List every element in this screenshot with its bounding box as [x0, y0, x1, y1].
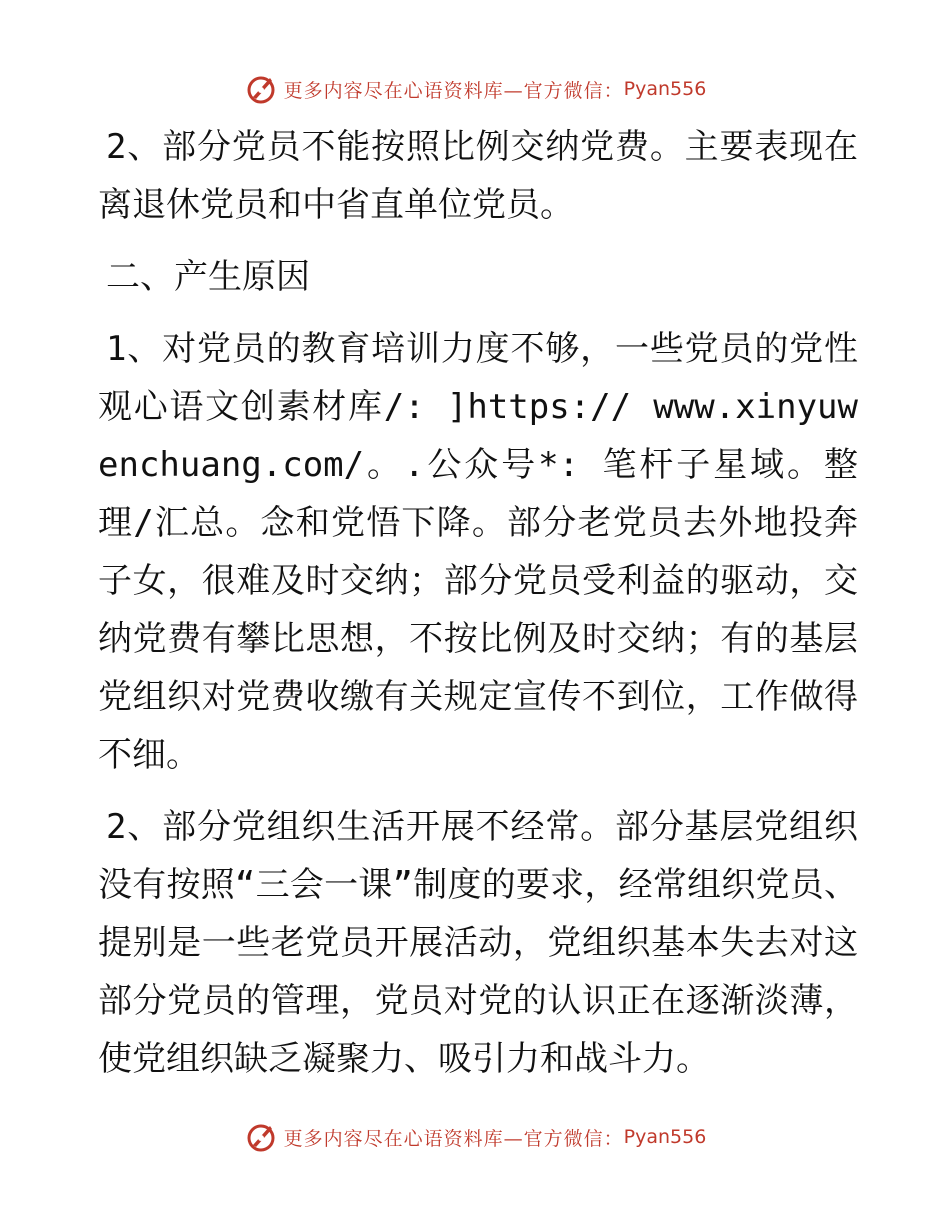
- section-heading: 二、产生原因: [106, 257, 310, 297]
- header-watermark: [0, 72, 950, 106]
- document-body: [98, 118, 858, 1102]
- paragraph-2: 1、对党员的教育培训力度不够，一些党员的党性观心语文创素材库/: ]https:// www.xinyuwenchuang.com/。.公众号*: 笔杆子星域。整理/汇总。念和党悟下降。部分老党员去外地投奔子女，很难及时交纳；部分党员受利益的驱动，交纳党费有攀比思想，不按比例及时交纳；有的基层党组织对党费收缴有关规定宣传不到位，工作做得不细。: [98, 329, 858, 775]
- paragraph-1: 2、部分党员不能按照比例交纳党费。主要表现在离退休党员和中省直单位党员。: [98, 127, 858, 225]
- paragraph-3: 2、部分党组织生活开展不经常。部分基层党组织没有按照“三会一课”制度的要求，经常组织党员、提别是一些老党员开展活动，党组织基本失去对这部分党员的管理，党员对党的认识正在逐渐淡薄，使党组织缺乏凝聚力、吸引力和战斗力。: [98, 807, 858, 1079]
- watermark-handle: Pyan556: [623, 78, 707, 100]
- watermark-text: 更多内容尽在心语资料库—官方微信：: [283, 1127, 624, 1150]
- watermark-text: 更多内容尽在心语资料库—官方微信：: [283, 79, 624, 102]
- quill-pen-logo-icon: [244, 72, 278, 106]
- quill-pen-logo-icon: [244, 1120, 278, 1154]
- footer-watermark: [0, 1120, 950, 1154]
- watermark-handle: Pyan556: [623, 1126, 707, 1148]
